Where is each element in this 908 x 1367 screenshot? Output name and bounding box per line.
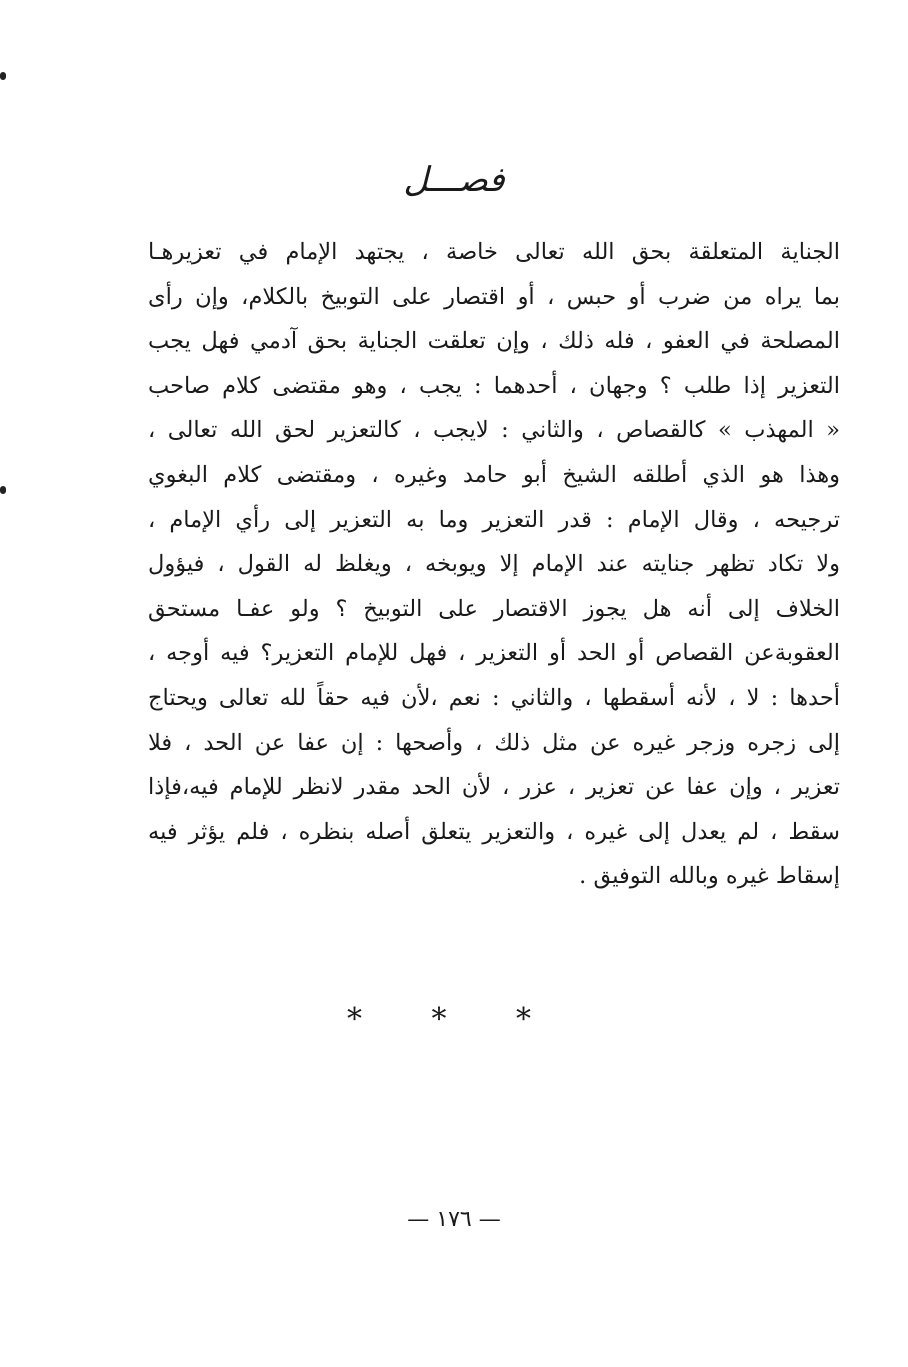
paragraph-line: ترجيحه ، وقال الإمام : قدر التعزير وما به التعزير إلى رأي الإمام ، — [148, 506, 840, 533]
paragraph-line: « المهذب » كالقصاص ، والثاني : لايجب ، كالتعزير لحق الله تعالى ، — [148, 417, 840, 444]
paragraph-line: العقوبةعن القصاص أو الحد أو التعزير ، فهل للإمام التعزير؟ فيه أوجه ، — [148, 640, 840, 667]
section-heading: فصـــل — [403, 160, 505, 200]
margin-mark-middle — [0, 486, 6, 494]
section-divider-ornament: * * * — [346, 1002, 562, 1037]
paragraph-line: الخلاف إلى أنه هل يجوز الاقتصار على التوبيخ ؟ ولو عفـا مستحق — [148, 595, 840, 622]
margin-mark-top — [0, 72, 6, 80]
paragraph-line: الجناية المتعلقة بحق الله تعالى خاصة ، يجتهد الإمام في تعزيرهـا — [148, 239, 840, 265]
page-number: — ١٧٦ — — [407, 1207, 501, 1232]
paragraph-line: تعزير ، وإن عفا عن تعزير ، عزر ، لأن الحد مقدر لانظر للإمام فيه،فإذا — [148, 774, 840, 801]
paragraph-line-last: إسقاط غيره وبالله التوفيق . — [579, 863, 840, 890]
paragraph-line: إلى زجره وزجر غيره عن مثل ذلك ، وأصحها : إن عفا عن الحد ، فلا — [148, 729, 840, 756]
paragraph-line: سقط ، لم يعدل إلى غيره ، والتعزير يتعلق أصله بنظره ، فلم يؤثر فيه — [148, 818, 840, 845]
paragraph-line: أحدها : لا ، لأنه أسقطها ، والثاني : نعم ،لأن فيه حقاً لله تعالى ويحتاج — [148, 684, 840, 711]
paragraph-line: وهذا هو الذي أطلقه الشيخ أبو حامد وغيره ، ومقتضى كلام البغوي — [148, 461, 840, 488]
paragraph-line: بما يراه من ضرب أو حبس ، أو اقتصار على التوبيخ بالكلام، وإن رأى — [148, 283, 840, 310]
paragraph-line: التعزير إذا طلب ؟ وجهان ، أحدهما : يجب ، وهو مقتضى كلام صاحب — [148, 372, 840, 399]
paragraph — [148, 230, 840, 899]
paragraph-line: المصلحة في العفو ، فله ذلك ، وإن تعلقت الجناية بحق آدمي فهل يجب — [148, 328, 840, 355]
paragraph-line: ولا تكاد تظهر جنايته عند الإمام إلا ويوبخه ، ويغلظ له القول ، فيؤول — [148, 551, 840, 578]
